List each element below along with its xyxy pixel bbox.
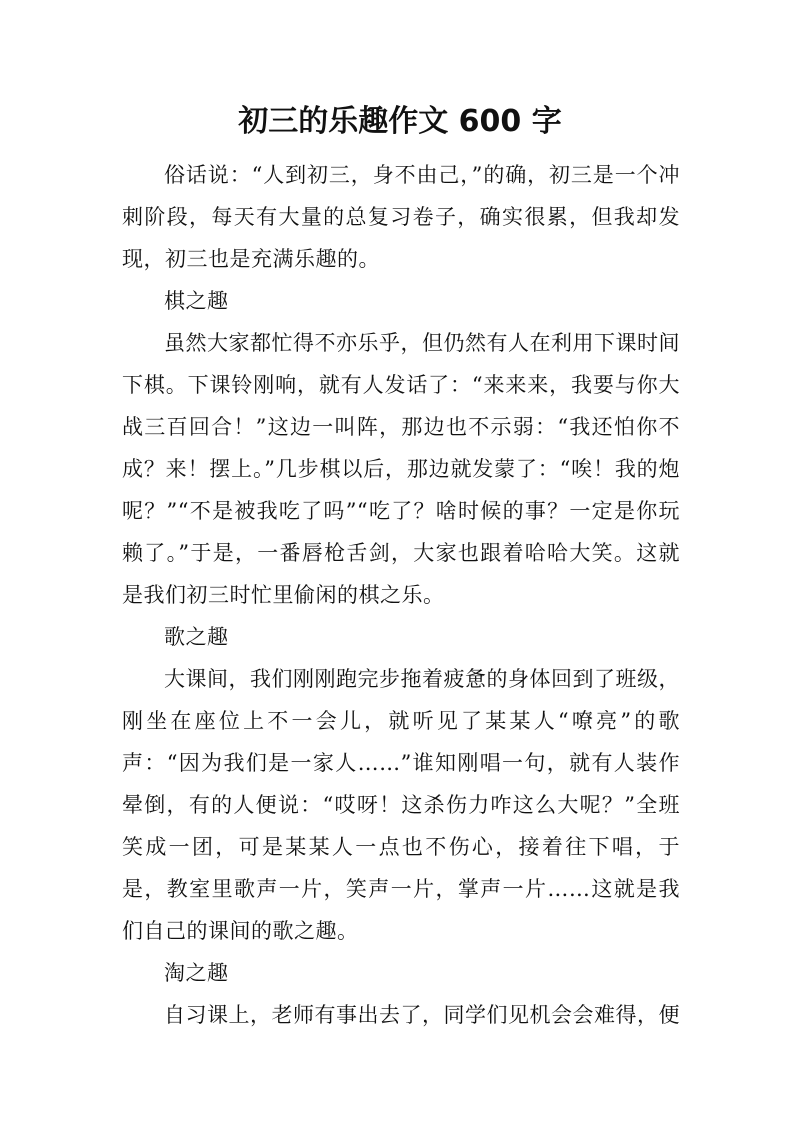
section-paragraph-song: 大课间，我们刚刚跑完步拖着疲惫的身体回到了班级，刚坐在座位上不一会儿，就听见了某某人“嘹亮”的歌声：“因为我们是一家人……”谁知刚唱一句，就有人装作晕倒，有的人便说：“哎呀！这杀伤力咋这么大呢？”全班笑成一团，可是某某人一点也不伤心，接着往下唱，于是，教室里歌声一片，笑声一片，掌声一片……这就是我们自己的课间的歌之趣。 <box>122 667 680 943</box>
section-heading-chess: 棋之趣 <box>164 289 229 313</box>
document-body <box>122 154 680 1036</box>
intro-paragraph: 俗话说：“人到初三，身不由己，”的确，初三是一个冲刺阶段，每天有大量的总复习卷子，确实很累，但我却发现，初三也是充满乐趣的。 <box>122 163 680 271</box>
section-paragraph-chess: 虽然大家都忙得不亦乐乎，但仍然有人在利用下课时间下棋。下课铃刚响，就有人发话了：“来来来，我要与你大战三百回合！”这边一叫阵，那边也不示弱：“我还怕你不成？来！摆上。”几步棋以后，那边就发蒙了：“唉！我的炮呢？”“不是被我吃了吗”“吃了？啥时候的事？一定是你玩赖了。”于是，一番唇枪舌剑，大家也跟着哈哈大笑。这就是我们初三时忙里偷闲的棋之乐。 <box>122 331 680 607</box>
section-heading-song: 歌之趣 <box>164 625 229 649</box>
section-paragraph-mischief: 自习课上，老师有事出去了，同学们见机会会难得，便 <box>164 1003 680 1027</box>
document-title: 初三的乐趣作文 600 字 <box>238 104 562 139</box>
section-heading-mischief: 淘之趣 <box>164 961 229 985</box>
